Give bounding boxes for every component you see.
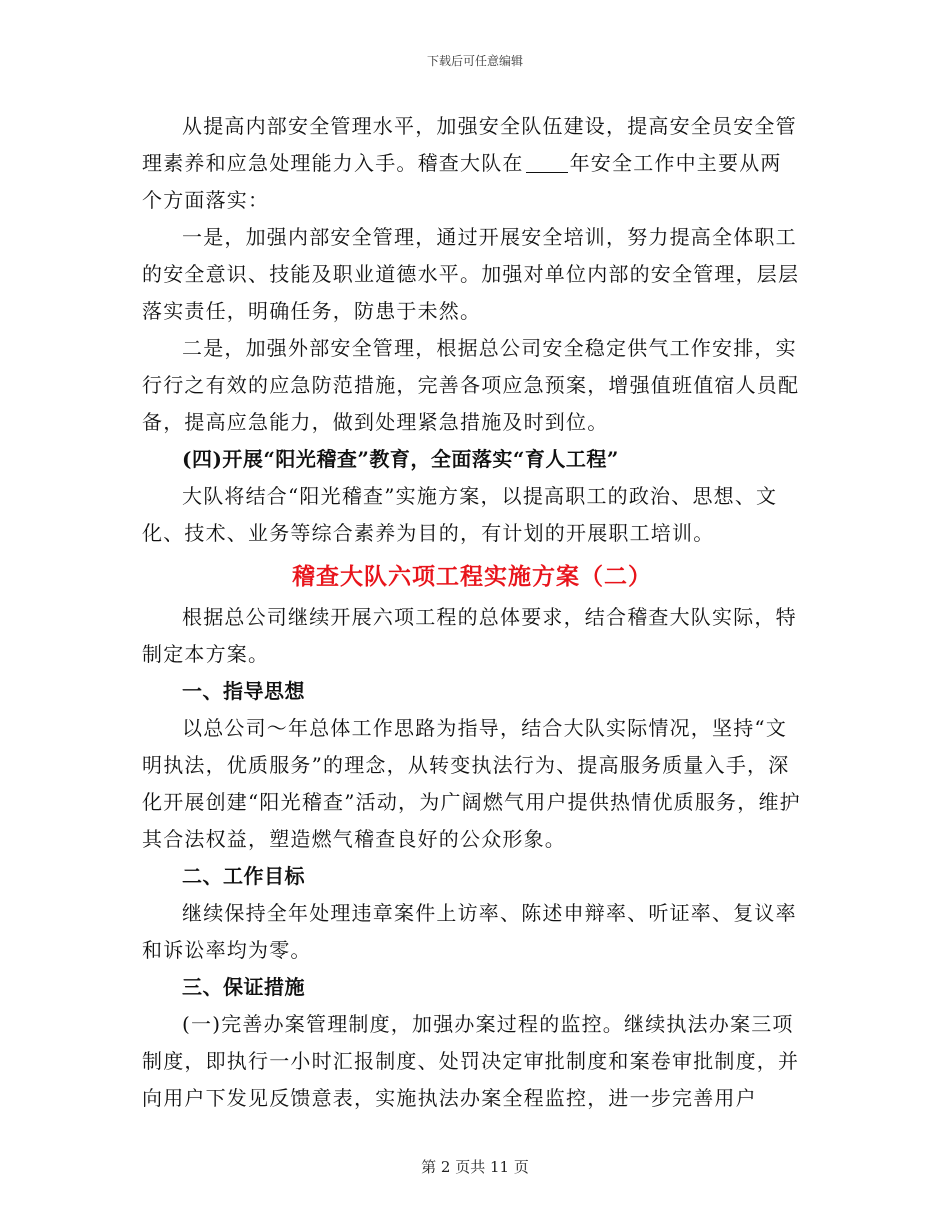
paragraph-7: 继续保持全年处理违章案件上访率、陈述申辩率、听证率、复议率和诉讼率均为零。 [142,901,797,962]
paragraph-6: 以总公司～年总体工作思路为指导，结合大队实际情况，坚持“文明执法，优质服务”的理念，从转变执法行为、提高服务质量入手，深化开展创建“阳光稽查”活动，为广阔燃气用户提供热情优质服务，维护其合法权益，塑造燃气稽查良好的公众形象。 [142,716,801,851]
paragraph-4: 大队将结合“阳光稽查”实施方案，以提高职工的政治、思想、文化、技术、业务等综合素养为目的，有计划的开展职工培训。 [142,484,778,545]
section-heading-two: 二、工作目标 [182,864,305,888]
year-blank [526,152,568,173]
section-heading-four: (四)开展“阳光稽查”教育，全面落实“育人工程” [182,447,619,471]
paragraph-5: 根据总公司继续开展六项工程的总体要求，结合稽查大队实际，特制定本方案。 [142,605,797,666]
page-header: 下载后可任意编辑 [426,54,523,68]
document-title: 稽查大队六项工程实施方案（二） [292,563,652,590]
paragraph-1-part-a: 从提高内部安全管理水平，加强安全队伍建设，提高安全员安全管理素养和应急处理能力入手。稽查大队在 [142,114,797,175]
section-heading-three: 三、保证措施 [182,975,305,999]
document-body [142,108,802,1117]
paragraph-1-part-b: 年安全工作中主要从两个方面落实： [142,151,782,212]
page-footer: 第 2 页共 11 页 [421,1158,529,1176]
paragraph-3: 二是，加强外部安全管理，根据总公司安全稳定供气工作安排，实行行之有效的应急防范措施，完善各项应急预案，增强值班值宿人员配备，提高应急能力，做到处理紧急措施及时到位。 [142,336,800,434]
paragraph-8: (一)完善办案管理制度，加强办案过程的监控。继续执法办案三项制度，即执行一小时汇报制度、处罚决定审批制度和案卷审批制度，并向用户下发见反馈意表，实施执法办案全程监控，进一步完善用户 [142,1012,800,1110]
section-heading-one: 一、指导思想 [182,679,305,703]
paragraph-1 [142,108,802,219]
paragraph-2: 一是，加强内部安全管理，通过开展安全培训，努力提高全体职工的安全意识、技能及职业道德水平。加强对单位内部的安全管理，层层落实责任，明确任务，防患于未然。 [142,225,800,323]
